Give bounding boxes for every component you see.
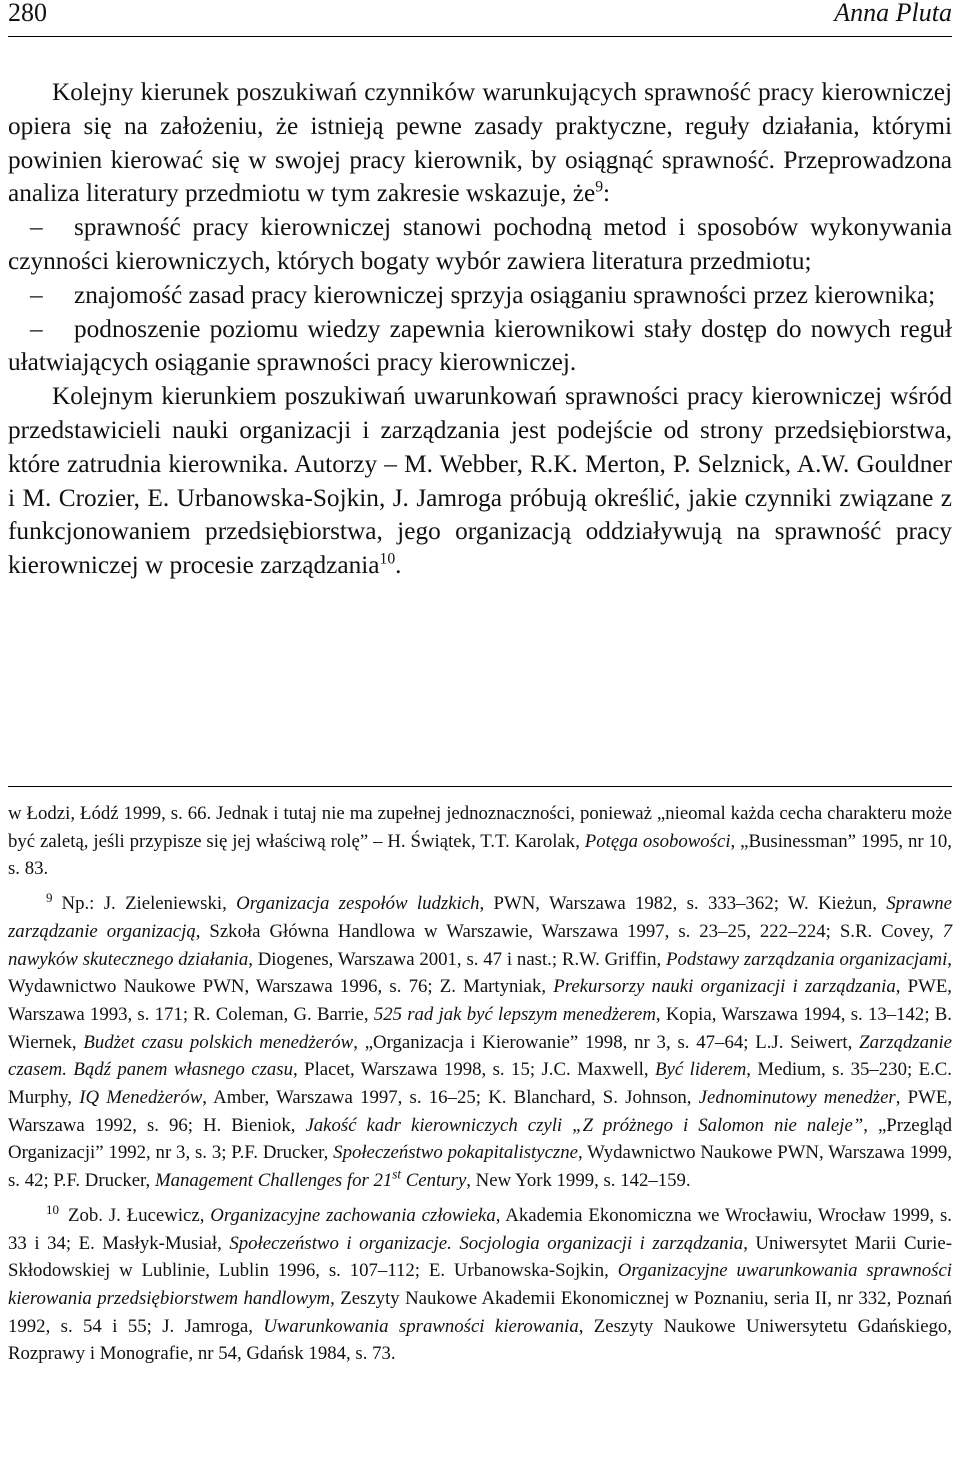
- italic-title: Prekursorzy nauki organizacji i zarządzania: [553, 976, 896, 998]
- text-run: , PWN, Warszawa 1982, s. 333–362; W. Kieżun,: [479, 893, 887, 915]
- paragraph-1: [8, 76, 952, 211]
- italic-title: Organizacyjne zachowania człowieka: [210, 1204, 496, 1226]
- paragraph-2-period: .: [395, 551, 402, 580]
- italic-title: Podstawy zarządzania organizacjami: [666, 948, 948, 970]
- italic-title: Być liderem: [655, 1059, 747, 1081]
- italic-title: 7 nawyków skutecznego działania: [8, 920, 952, 970]
- italic-title: Organizacyjne uwarunkowania sprawności kierowania przedsiębiorstwem handlowym: [8, 1260, 952, 1309]
- italic-title: Organizacja zespołów ludzkich: [236, 893, 480, 915]
- text-run: , PWE, Warszawa 1992, s. 96; H. Bieniok,: [8, 1087, 953, 1136]
- italic-title: Jakość kadr kierowniczych czyli „Z próżnego i Salomon nie naleje”: [305, 1114, 864, 1136]
- text-run: , „Businessman” 1995, nr 10, s. 83.: [8, 830, 953, 880]
- paragraph-1-colon: :: [603, 179, 611, 208]
- running-header: [8, 0, 952, 37]
- footnote-9-text: [8, 893, 952, 1191]
- italic-title: IQ Menedżerów: [79, 1087, 203, 1109]
- italic-title: st: [392, 1166, 402, 1182]
- text-run: , Medium, s. 35–230; E.C. Murphy,: [8, 1059, 952, 1109]
- text-run: Zob. J. Łucewicz,: [68, 1204, 211, 1226]
- italic-title: Uwarunkowania sprawności kierowania: [263, 1315, 579, 1337]
- text-run: , Kopia, Warszawa 1994, s. 13–142; B. Wiernek,: [8, 1003, 952, 1053]
- text-run: , Uniwersytet Marii Curie-Skłodowskiej w Lublinie, Lublin 1996, s. 107–112; E. Urbanowska-Sojkin,: [8, 1232, 952, 1282]
- italic-title: Zarządzanie czasem. Bądź panem własnego czasu: [8, 1031, 953, 1081]
- bullet-item-1: [8, 211, 952, 279]
- text-run: , Placet, Warszawa 1998, s. 15; J.C. Maxwell,: [293, 1059, 656, 1081]
- bullet-item-2: [8, 279, 952, 313]
- text-run: , PWE, Warszawa 1993, s. 171; R. Coleman, G. Barrie,: [8, 976, 952, 1025]
- bullet-item-3: [8, 313, 952, 381]
- bullet-text-1: sprawność pracy kierowniczej stanowi pochodną metod i sposobów wykonywania czynności kierowniczych, których bogaty wybór zawiera literatura przedmiotu;: [8, 213, 952, 275]
- text-run: , Zeszyty Naukowe Uniwersytetu Gdańskiego, Rozprawy i Monografie, nr 54, Gdańsk 1984, s. 73.: [8, 1315, 953, 1365]
- text-run: , Amber, Warszawa 1997, s. 16–25; K. Blanchard, S. Johnson,: [202, 1087, 699, 1109]
- dash-marker: –: [30, 213, 43, 242]
- text-run: , Wydawnictwo Naukowe PWN, Warszawa 1996, s. 76; Z. Martyniak,: [8, 948, 952, 998]
- italic-title: Społeczeństwo pokapitalistyczne: [333, 1142, 578, 1164]
- italic-title: Sprawne zarządzanie organizacją: [8, 893, 952, 942]
- text-run: , Szkoła Główna Handlowa w Warszawie, Warszawa 1997, s. 23–25, 222–224; S.R. Covey,: [195, 920, 943, 942]
- italic-title: Management Challenges for 21: [154, 1170, 393, 1192]
- text-run: , „Organizacja i Kierowanie” 1998, nr 3, s. 47–64; L.J. Seiwert,: [353, 1031, 860, 1053]
- text-run: , Akademia Ekonomiczna we Wrocławiu, Wrocław 1999, s. 33 i 34; E. Masłyk-Musiał,: [8, 1204, 952, 1254]
- footnote-ref-10: 10: [379, 550, 396, 568]
- footnote-ref-9: 9: [595, 178, 604, 196]
- footnotes: [8, 800, 952, 1368]
- footnote-separator: [8, 786, 952, 787]
- footnote-continued-text: [8, 803, 952, 879]
- text-run: , New York 1999, s. 142–159.: [466, 1170, 691, 1192]
- italic-title: 525 rad jak być lepszym menedżerem: [373, 1003, 656, 1025]
- italic-title: Jednominutowy menedżer: [698, 1087, 896, 1109]
- bullet-text-2: znajomość zasad pracy kierowniczej sprzyja osiąganiu sprawności przez kierownika;: [74, 280, 936, 309]
- running-author: Anna Pluta: [834, 0, 952, 27]
- text-run: , „Przegląd Organizacji” 1992, nr 3, s. 3; P.F. Drucker,: [8, 1114, 952, 1164]
- italic-title: Budżet czasu polskich menedżerów: [83, 1031, 354, 1053]
- paragraph-2: [8, 380, 952, 583]
- paragraph-1-text: Kolejny kierunek poszukiwań czynników warunkujących sprawność pracy kierowniczej opiera się na założeniu, że istnieją pewne zasady praktyczne, reguły działania, którymi powinien kierować się w swojej pracy kierownik, by osiągnąć sprawność. Przeprowadzona analiza literatury przedmiotu w tym zakresie wskazuje, że: [8, 78, 952, 208]
- footnote-10-marker: 10: [46, 1201, 59, 1217]
- footnote-10-text: [8, 1205, 952, 1365]
- text-run: Np.: J. Zieleniewski,: [61, 893, 237, 915]
- text-run: , Zeszyty Naukowe Akademii Ekonomicznej w Poznaniu, seria II, nr 332, Poznań 1992, s. 54 i 55; J. Jamroga,: [8, 1287, 952, 1337]
- text-run: , Diogenes, Warszawa 2001, s. 47 i nast.; R.W. Griffin,: [248, 948, 666, 970]
- dash-marker: –: [30, 314, 43, 343]
- page-number: 280: [8, 0, 47, 27]
- footnote-continued: [8, 800, 952, 883]
- text-run: w Łodzi, Łódź 1999, s. 66. Jednak i tutaj nie ma zupełnej jednoznaczności, ponieważ „nieomal każda cecha charakteru może być zaletą, jeśli przypisze się jej właściwą rolę” – H. Świątek, T.T. Karolak,: [8, 803, 952, 852]
- text-run: , Wydawnictwo Naukowe PWN, Warszawa 1999, s. 42; P.F. Drucker,: [8, 1142, 952, 1192]
- italic-title: Społeczeństwo i organizacje. Socjologia organizacji i zarządzania: [229, 1232, 744, 1254]
- dash-marker: –: [30, 280, 43, 309]
- italic-title: Potęga osobowości: [584, 830, 731, 852]
- footnote-9-marker: 9: [46, 890, 53, 906]
- main-text: [8, 76, 952, 583]
- footnote-9: [8, 890, 952, 1195]
- bullet-text-3: podnoszenie poziomu wiedzy zapewnia kierownikowi stały dostęp do nowych reguł ułatwiających osiąganie sprawności pracy kierowniczej.: [8, 314, 952, 377]
- italic-title: Century: [401, 1170, 467, 1192]
- paragraph-2-text: Kolejnym kierunkiem poszukiwań uwarunkowań sprawności pracy kierowniczej wśród przedstawicieli nauki organizacji i zarządzania jest podejście od strony przedsiębiorstwa, które zatrudnia kierownika. Autorzy – M. Webber, R.K. Merton, P. Selznick, A.W. Gouldner i M. Crozier, E. Urbanowska-Sojkin, J. Jamroga próbują określić, jakie czynniki związane z funkcjonowaniem przedsiębiorstwa, jego organizacją oddziaływują na sprawność pracy kierowniczej w procesie zarządzania: [8, 382, 952, 580]
- footnote-10: [8, 1202, 952, 1368]
